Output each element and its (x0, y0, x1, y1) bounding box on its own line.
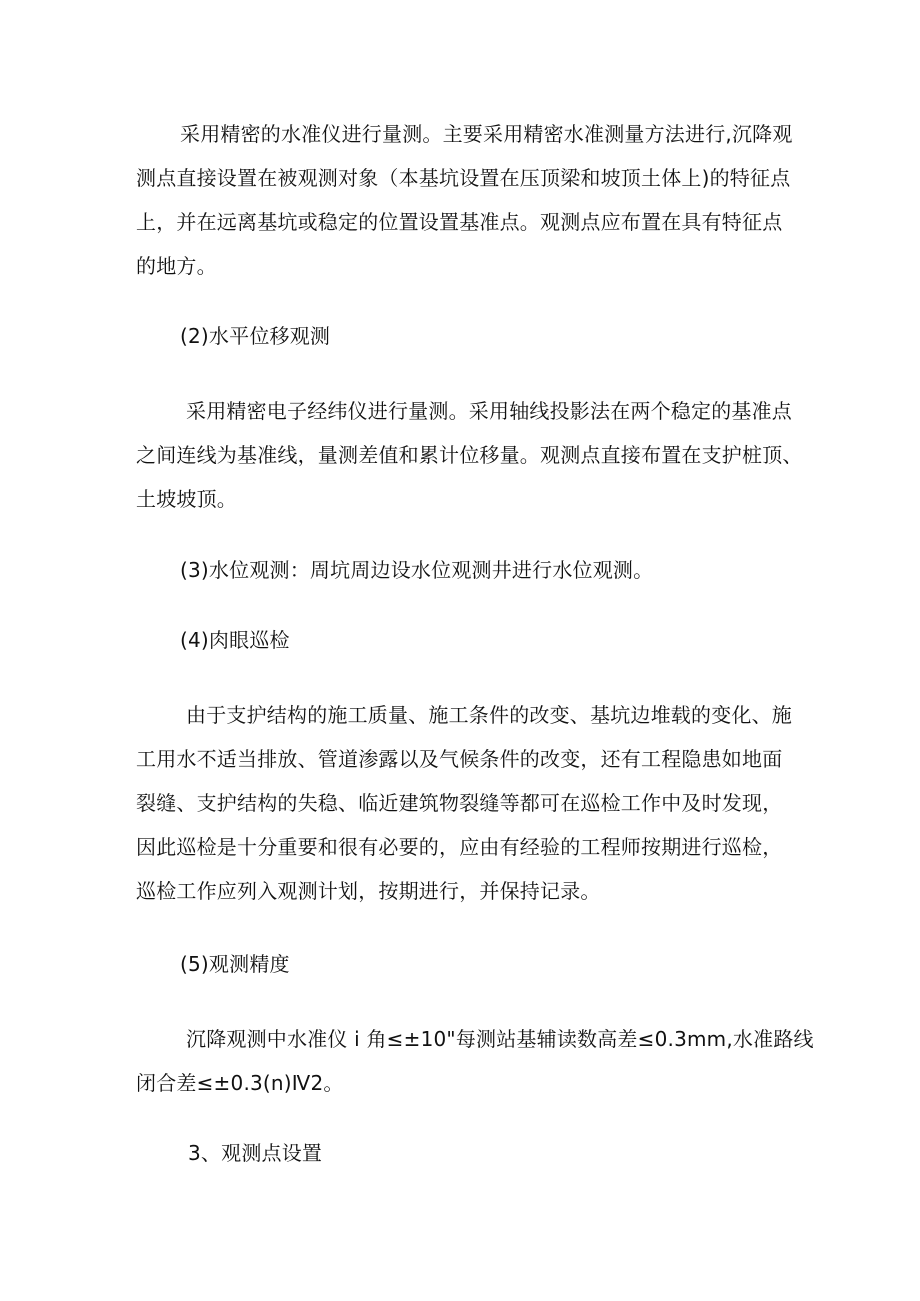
paragraph-3-line-3: 裂缝、支护结构的失稳、临近建筑物裂缝等都可在巡检工作中及时发现， (136, 791, 783, 815)
paragraph-1-line-3: 上，并在远离基坑或稳定的位置设置基准点。观测点应布置在具有特征点 (136, 210, 783, 234)
paragraph-3-line-2: 工用水不适当排放、管道渗露以及气候条件的改变，还有工程隐患如地面 (136, 747, 783, 771)
heading-water-level: (3)水位观测：周坑周边设水位观测井进行水位观测。 (180, 558, 654, 582)
paragraph-1-line-2: 测点直接设置在被观测对象（本基坑设置在压顶梁和坡顶土体上)的特征点 (136, 166, 791, 190)
paragraph-2-line-3: 土坡坡顶。 (136, 487, 237, 511)
paragraph-2-line-2: 之间连线为基准线，量测差值和累计位移量。观测点直接布置在支护桩顶、 (136, 443, 803, 467)
heading-observation-accuracy: (5)观测精度 (180, 952, 290, 976)
paragraph-3-line-4: 因此巡检是十分重要和很有必要的，应由有经验的工程师按期进行巡检， (136, 835, 783, 859)
heading-observation-point-setup: 3、观测点设置 (188, 1141, 323, 1165)
heading-visual-inspection: (4)肉眼巡检 (180, 628, 290, 652)
paragraph-4-line-1: 沉降观测中水准仪 i 角≤±10"每测站基辅读数高差≤0.3mm,水准路线 (186, 1027, 814, 1051)
paragraph-3-line-5: 巡检工作应列入观测计划，按期进行，并保持记录。 (136, 879, 601, 903)
paragraph-4-line-2: 闭合差≤±0.3(n)Ⅳ2。 (136, 1071, 344, 1095)
paragraph-1-line-4: 的地方。 (136, 254, 217, 278)
paragraph-3-line-1: 由于支护结构的施工质量、施工条件的改变、基坑边堆载的变化、施 (186, 703, 792, 727)
paragraph-1-line-1: 采用精密的水准仪进行量测。主要采用精密水准测量方法进行,沉降观 (180, 122, 793, 146)
heading-horizontal-displacement: (2)水平位移观测 (180, 324, 331, 348)
paragraph-2-line-1: 采用精密电子经纬仪进行量测。采用轴线投影法在两个稳定的基准点 (186, 399, 792, 423)
